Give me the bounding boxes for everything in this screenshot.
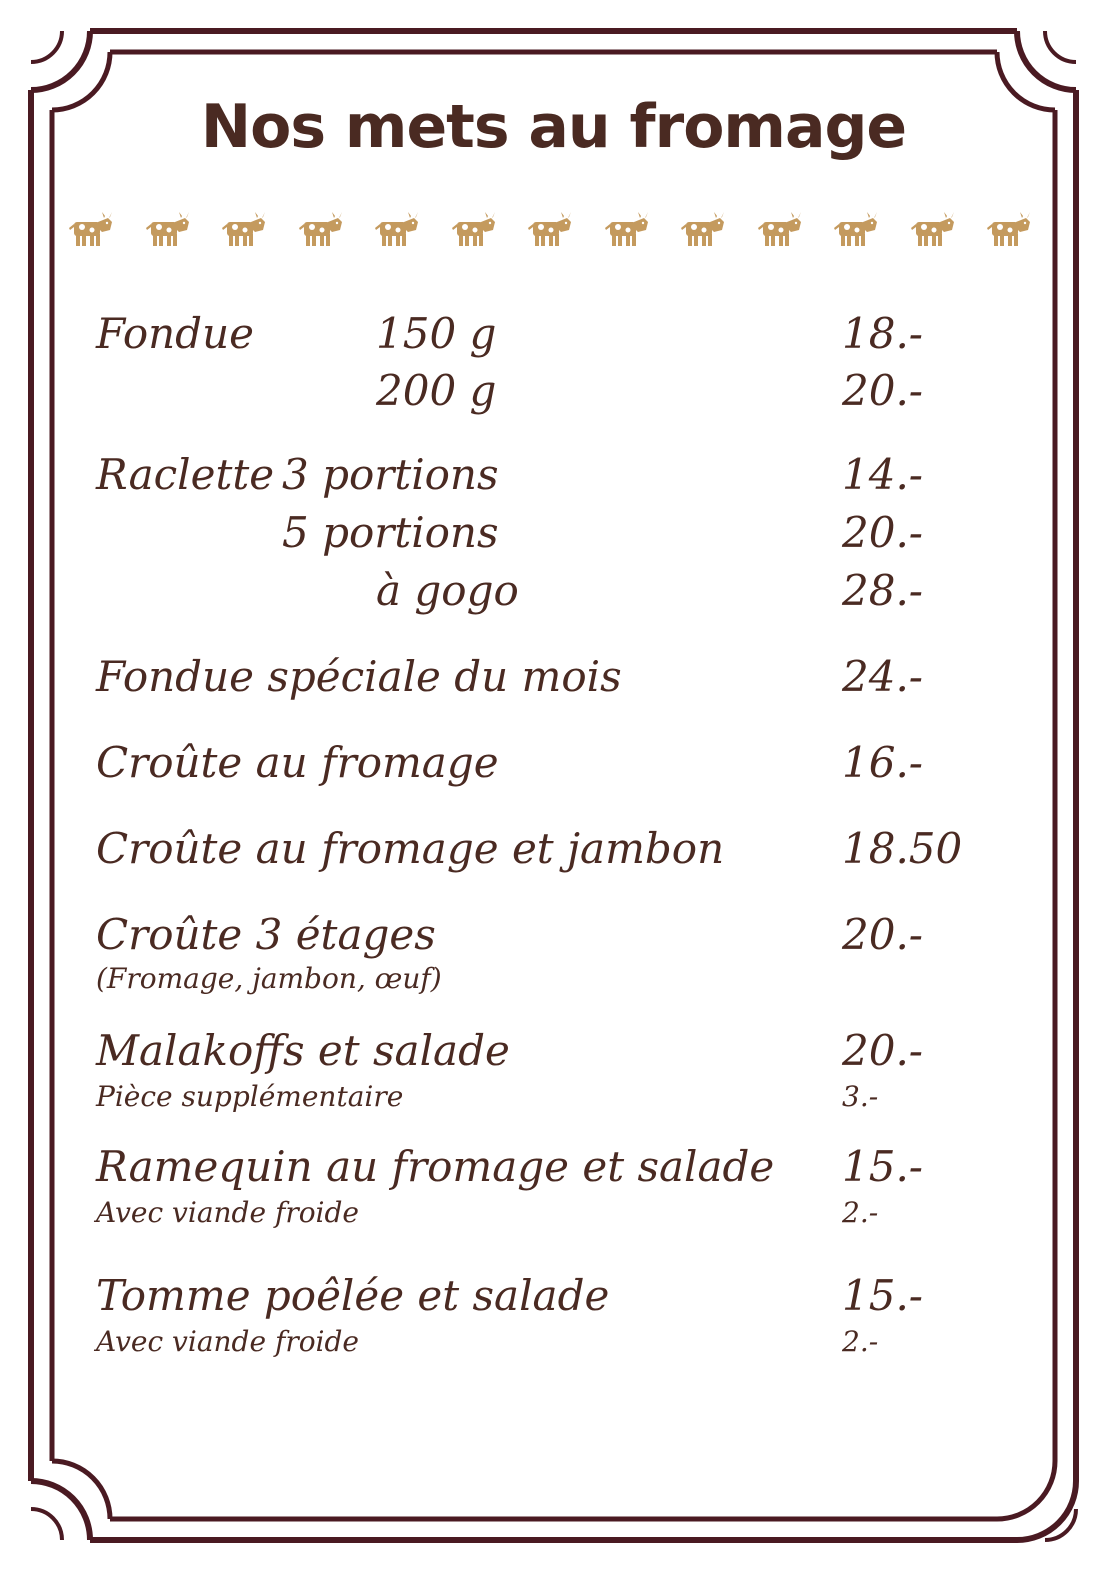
cow-icon [910, 208, 958, 252]
extra-price-tomme: 2.- [842, 1325, 879, 1358]
extra-price-malakoffs: 3.- [842, 1080, 879, 1113]
size-label-raclette-3: 3 portions [282, 450, 499, 499]
item-name-tomme: Tomme poêlée et salade [96, 1271, 610, 1320]
price-fondue-200: 20.- [842, 366, 923, 415]
item-name-croute: Croûte au fromage [96, 738, 499, 787]
extra-label-ramequin: Avec viande froide [96, 1196, 360, 1229]
price-raclette-gogo: 28.- [842, 566, 923, 615]
price-fondue-150: 18.- [842, 309, 923, 358]
item-name-fondue: Fondue [96, 309, 254, 358]
item-name-croute-jambon: Croûte au fromage et jambon [96, 824, 725, 873]
cow-icon [527, 208, 575, 252]
page-title: Nos mets au fromage [200, 92, 907, 162]
price-tomme: 15.- [842, 1271, 923, 1320]
size-label-fondue-200: 200 g [376, 366, 497, 415]
item-name-fondue-speciale: Fondue spéciale du mois [96, 652, 622, 701]
cow-icon [604, 208, 652, 252]
item-note-croute-3-etages: (Fromage, jambon, œuf) [96, 962, 442, 995]
cow-icon [145, 208, 193, 252]
cow-icon [680, 208, 728, 252]
cow-icon [221, 208, 269, 252]
item-name-croute-3-etages: Croûte 3 étages [96, 910, 436, 959]
size-label-raclette-gogo: à gogo [376, 566, 519, 615]
cow-icon [451, 208, 499, 252]
extra-label-tomme: Avec viande froide [96, 1325, 360, 1358]
price-ramequin: 15.- [842, 1142, 923, 1191]
item-name-malakoffs: Malakoffs et salade [96, 1026, 510, 1075]
price-raclette-3: 14.- [842, 450, 923, 499]
price-malakoffs: 20.- [842, 1026, 923, 1075]
cow-icon [986, 208, 1034, 252]
item-name-raclette: Raclette [96, 450, 275, 499]
cow-icon [374, 208, 422, 252]
size-label-fondue-150: 150 g [376, 309, 497, 358]
cow-icon [68, 208, 116, 252]
price-croute-3-etages: 20.- [842, 910, 923, 959]
cow-icon [757, 208, 805, 252]
extra-price-ramequin: 2.- [842, 1196, 879, 1229]
size-label-raclette-5: 5 portions [282, 508, 499, 557]
price-fondue-speciale: 24.- [842, 652, 923, 701]
price-croute: 16.- [842, 738, 923, 787]
price-croute-jambon: 18.50 [842, 824, 963, 873]
cow-icon [298, 208, 346, 252]
item-name-ramequin: Ramequin au fromage et salade [96, 1142, 775, 1191]
extra-label-malakoffs: Pièce supplémentaire [96, 1080, 404, 1113]
cow-icon [833, 208, 881, 252]
price-raclette-5: 20.- [842, 508, 923, 557]
cow-divider [64, 208, 1044, 254]
